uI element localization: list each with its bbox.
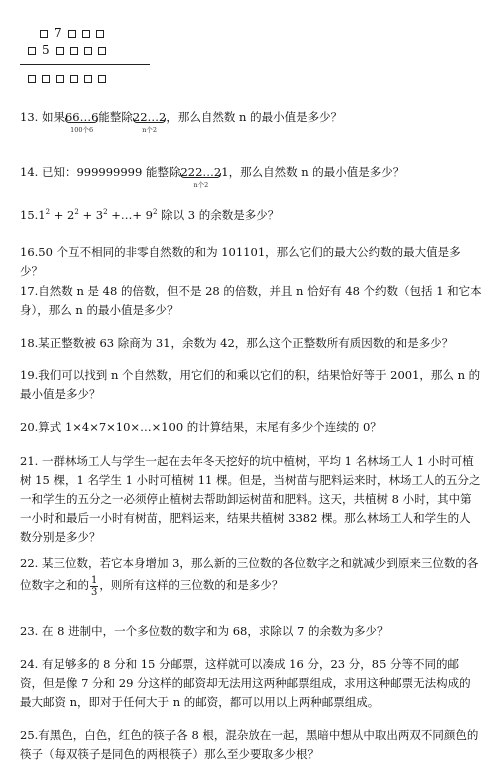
question-20 bbox=[20, 418, 482, 437]
puzzle-digit: 5 bbox=[42, 43, 50, 57]
blank-box bbox=[42, 75, 50, 83]
question-text: 21. 一群林场工人与学生一起在去年冬天挖好的坑中植树，平均 1 名林场工人 1 小时可植树 15 棵，1 名学生 1 小时可植树 11 棵。但是，当树苗与肥料运来时，林场工人的五分之一和学生的五分之一必须停止植树去帮助卸运树苗和肥料。这天，共植树 8 小时，其中第一小时和最后一小时有树苗，肥料运来，结果共植树 3382 棵。那么林场工人和学生的人数分别是多少？ bbox=[20, 454, 481, 544]
question-text: ，那么自然数 n 的最小值是多少？ bbox=[166, 110, 343, 124]
question-text: 15.1 bbox=[20, 207, 46, 222]
question-text: 20.算式 1×4×7×10×…×100 的计算结果，末尾有多少个连续的 0？ bbox=[20, 420, 382, 434]
question-text: 24. 有足够多的 8 分和 15 分邮票，这样就可以凑成 16 分，23 分，85 分等不同的邮资，但是像 7 分和 29 分这样的邮资却无法用这两种邮票组成，求用这种邮票无法构成的最大邮资 n，即对于任何大于 n 的邮资，都可以用以上两种邮票组成。 bbox=[20, 657, 471, 709]
blank-box bbox=[28, 47, 36, 55]
term-text: 222…2 bbox=[180, 165, 222, 179]
question-text: 能整除 bbox=[98, 110, 133, 124]
blank-box bbox=[96, 30, 104, 38]
blank-box bbox=[70, 47, 78, 55]
question-number: 13. bbox=[20, 110, 39, 124]
question-text: 16.50 个互不相同的非零自然数的和为 101101，那么它们的最大公约数的最大值是多少？ bbox=[20, 245, 461, 278]
term-text: 66…6 bbox=[64, 110, 99, 124]
question-number: 14. bbox=[20, 165, 39, 179]
blank-box bbox=[56, 47, 64, 55]
question-text: 已知：999999999 能整除 bbox=[41, 165, 181, 179]
question-14 bbox=[20, 163, 482, 189]
blank-box bbox=[98, 75, 106, 83]
term-text: 1 bbox=[221, 165, 229, 179]
exponent: 2 bbox=[74, 208, 79, 216]
blank-box bbox=[98, 47, 106, 55]
puzzle-rule bbox=[20, 64, 150, 65]
question-text: 25.有黑色，白色，红色的筷子各 8 根，混杂放在一起，黑暗中想从中取出两双不同颜色的筷子（每双筷子是同色的两根筷子）那么至少要取多少根？ bbox=[20, 728, 479, 761]
question-text: + 3 bbox=[78, 207, 104, 222]
blank-box bbox=[68, 30, 76, 38]
blank-box bbox=[84, 75, 92, 83]
question-text: 22. 某三位数，若它本身增加 3，那么新的三位数的各位数字之和就减少到原来三位数的各位数字之和的 bbox=[20, 556, 479, 592]
question-21 bbox=[20, 452, 482, 547]
brace-label: n个2 bbox=[142, 126, 158, 134]
question-text: 如果 bbox=[41, 110, 65, 124]
brace-label: n个2 bbox=[193, 181, 209, 189]
exponent: 2 bbox=[103, 208, 108, 216]
underbrace-term bbox=[180, 163, 222, 189]
exponent: 2 bbox=[152, 208, 158, 216]
question-13 bbox=[20, 108, 482, 134]
fraction-denominator: 3 bbox=[91, 586, 98, 598]
question-17 bbox=[20, 282, 482, 320]
question-25 bbox=[20, 726, 482, 764]
question-text: +…+ 9 bbox=[107, 207, 153, 222]
blank-box bbox=[70, 75, 78, 83]
underbrace-term bbox=[132, 108, 167, 134]
question-18 bbox=[20, 334, 482, 353]
question-text: 23. 在 8 进制中，一个多位数的数字和为 68，求除以 7 的余数为多少？ bbox=[20, 624, 389, 638]
question-24 bbox=[20, 655, 482, 712]
question-22 bbox=[20, 552, 482, 598]
question-16 bbox=[20, 243, 482, 281]
fraction bbox=[90, 575, 98, 598]
fraction-numerator: 1 bbox=[91, 574, 98, 586]
puzzle-row-1 bbox=[40, 26, 110, 40]
question-23 bbox=[20, 622, 482, 641]
underbrace-term bbox=[64, 108, 99, 134]
brace-label: 100个6 bbox=[70, 126, 94, 134]
question-text: 17.自然数 n 是 48 的倍数，但不是 28 的倍数，并且 n 恰好有 48 个约数（包括 1 和它本身），那么 n 的最小值是多少？ bbox=[20, 284, 482, 317]
question-text: 18.某正整数被 63 除商为 31，余数为 42，那么这个正整数所有质因数的和是多少？ bbox=[20, 336, 454, 350]
question-text: 除以 3 的余数是多少？ bbox=[157, 207, 280, 222]
question-text: + 2 bbox=[50, 207, 75, 222]
question-text: ，那么自然数 n 的最小值是多少？ bbox=[228, 165, 405, 179]
puzzle-digit: 7 bbox=[54, 26, 62, 40]
blank-box bbox=[84, 47, 92, 55]
blank-box bbox=[56, 75, 64, 83]
blank-box bbox=[82, 30, 90, 38]
exponent: 2 bbox=[45, 208, 51, 216]
question-19 bbox=[20, 366, 482, 404]
puzzle-row-2 bbox=[28, 43, 112, 57]
puzzle-row-3 bbox=[28, 71, 112, 85]
blank-box bbox=[40, 30, 48, 38]
question-text: ，则所有这样的三位数的和是多少？ bbox=[99, 578, 284, 592]
question-15 bbox=[20, 203, 482, 225]
question-text: 19.我们可以找到 n 个自然数，用它们的和乘以它们的积，结果恰好等于 2001，那么 n 的最小值是多少？ bbox=[20, 368, 481, 401]
term-text: 22…2 bbox=[132, 110, 167, 124]
blank-box bbox=[28, 75, 36, 83]
